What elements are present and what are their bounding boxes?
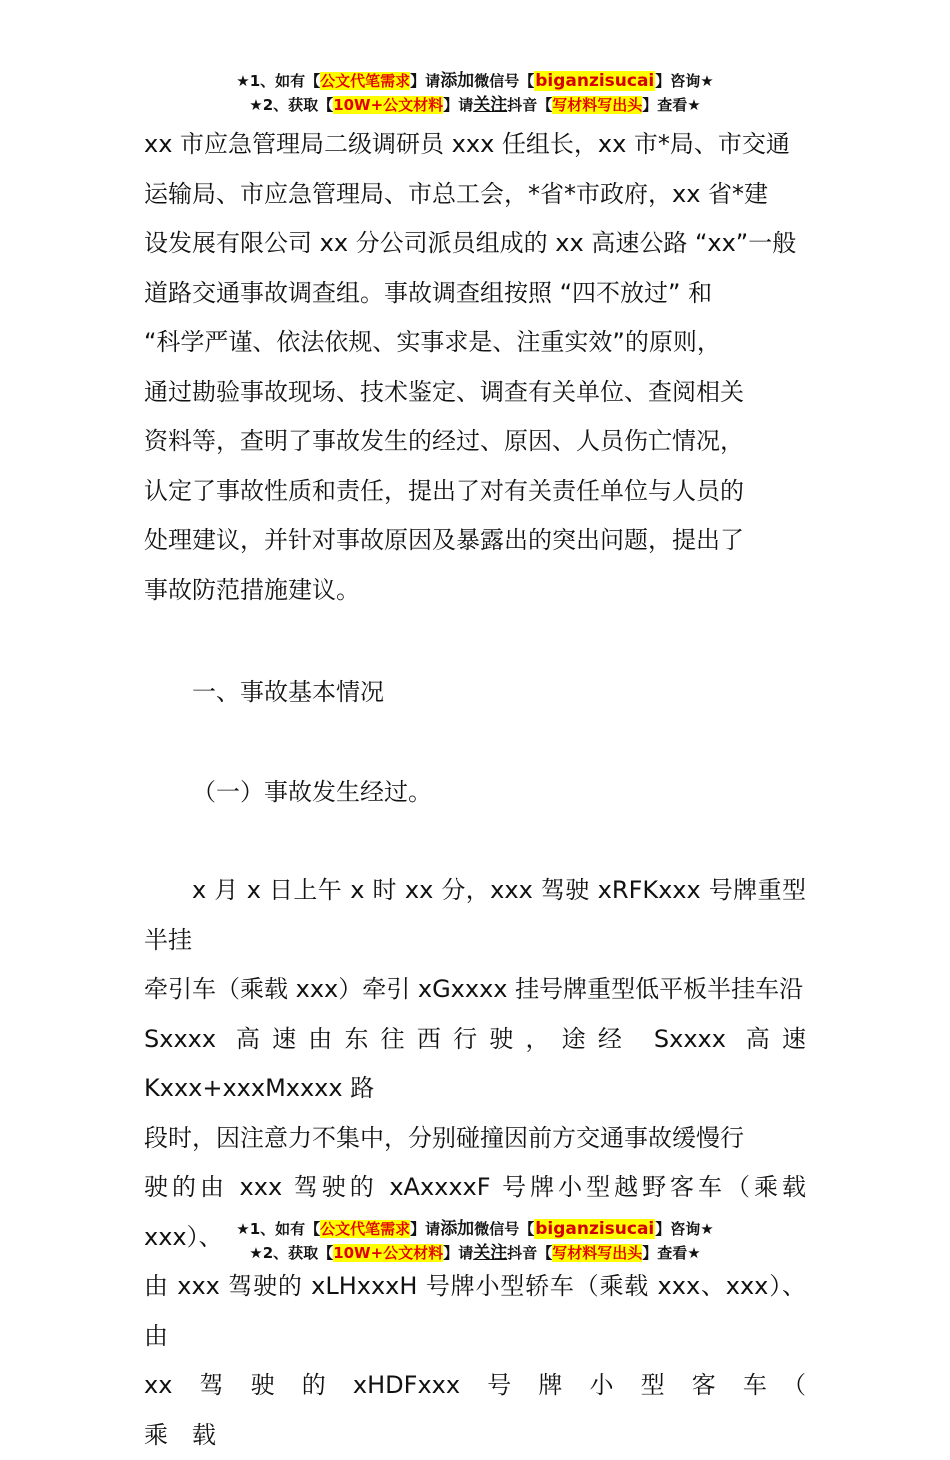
banner-text: ★1、如有【 (236, 72, 321, 90)
banner-highlight-materials: 10W+公文材料 (333, 1244, 444, 1262)
banner-highlight-wechat-id: biganzisucai (535, 71, 655, 91)
banner-text-emphasis: 添加 (440, 71, 475, 91)
banner-text-emphasis: 添加 (440, 1219, 475, 1239)
text-line: xx 市应急管理局二级调研员 xxx 任组长，xx 市*局、市交通 (144, 130, 790, 158)
banner-text: 】请 (410, 1220, 441, 1238)
banner-text: 】请 (443, 96, 474, 114)
banner-text: 微信号【 (474, 72, 535, 90)
text-line: 设发展有限公司 xx 分公司派员组成的 xx 高速公路 “xx”一般 (144, 229, 797, 257)
text-line: 段时，因注意力不集中，分别碰撞因前方交通事故缓慢行 (144, 1123, 744, 1152)
banner-highlight-service: 公文代笔需求 (320, 1220, 411, 1238)
top-banner-line-1 (0, 70, 950, 92)
banner-text: ★2、获取【 (249, 96, 334, 114)
section-heading-basic-situation: 一、事故基本情况 (192, 678, 384, 706)
text-line: 运输局、市应急管理局、市总工会，*省*市政府，xx 省*建 (144, 179, 769, 208)
banner-highlight-materials: 10W+公文材料 (333, 96, 444, 114)
banner-highlight-douyin: 写材料写出头 (552, 96, 643, 114)
top-banner-line-2 (0, 94, 950, 116)
banner-text: 抖音【 (507, 1244, 553, 1262)
banner-text: 】咨询★ (655, 72, 714, 90)
text-line: 驶的由 xxx 驾驶的 xAxxxxF 号牌小型越野客车（乘载 xxx）、 (144, 1173, 806, 1251)
banner-text: 】查看★ (642, 1244, 701, 1262)
banner-highlight-service: 公文代笔需求 (320, 72, 411, 90)
banner-text: 抖音【 (507, 96, 553, 114)
subsection-heading-accident-process: （一）事故发生经过。 (192, 778, 432, 806)
text-line: 认定了事故性质和责任，提出了对有关责任单位与人员的 (144, 476, 744, 505)
paragraph-investigation-team (144, 120, 806, 615)
text-line: xx 驾 驶 的 xHDFxxx 号 牌 小 型 客 车 （ 乘 载 (144, 1371, 830, 1449)
banner-text: 】查看★ (642, 96, 701, 114)
text-line: x 月 x 日上午 x 时 xx 分，xxx 驾驶 xRFKxxx 号牌重型半挂 (144, 876, 806, 954)
banner-text: 】咨询★ (655, 1220, 714, 1238)
text-line: 事故防范措施建议。 (144, 575, 360, 604)
banner-text: 微信号【 (474, 1220, 535, 1238)
bottom-banner-line-1 (0, 1218, 950, 1240)
paragraph-accident-process (144, 866, 830, 1460)
text-line: Sxxxx 高速由东往西行驶，途经 Sxxxx 高速 Kxxx+xxxMxxxx 路 (144, 1024, 806, 1102)
banner-highlight-douyin: 写材料写出头 (552, 1244, 643, 1262)
text-line: 通过勘验事故现场、技术鉴定、调查有关单位、查阅相关 (144, 377, 744, 406)
text-line: 牵引车（乘载 xxx）牵引 xGxxxx 挂号牌重型低平板半挂车沿 (144, 975, 804, 1003)
banner-text: 】请 (410, 72, 441, 90)
text-line: “科学严谨、依法依规、实事求是、注重实效”的原则， (144, 328, 721, 356)
text-line: 处理建议，并针对事故原因及暴露出的突出问题，提出了 (144, 526, 744, 554)
bottom-banner-line-2 (0, 1242, 950, 1264)
banner-text: 】请 (443, 1244, 474, 1262)
banner-text-emphasis: 关注 (473, 95, 508, 115)
banner-highlight-wechat-id: biganzisucai (535, 1219, 655, 1239)
banner-text: ★2、获取【 (249, 1244, 334, 1262)
text-line: 道路交通事故调查组。事故调查组按照 “四不放过” 和 (144, 278, 713, 307)
banner-text: ★1、如有【 (236, 1220, 321, 1238)
text-line: 资料等，查明了事故发生的经过、原因、人员伤亡情况， (144, 427, 744, 455)
banner-text-emphasis: 关注 (473, 1243, 508, 1263)
text-line: 由 xxx 驾驶的 xLHxxxH 号牌小型轿车（乘载 xxx、xxx）、由 (144, 1272, 806, 1350)
